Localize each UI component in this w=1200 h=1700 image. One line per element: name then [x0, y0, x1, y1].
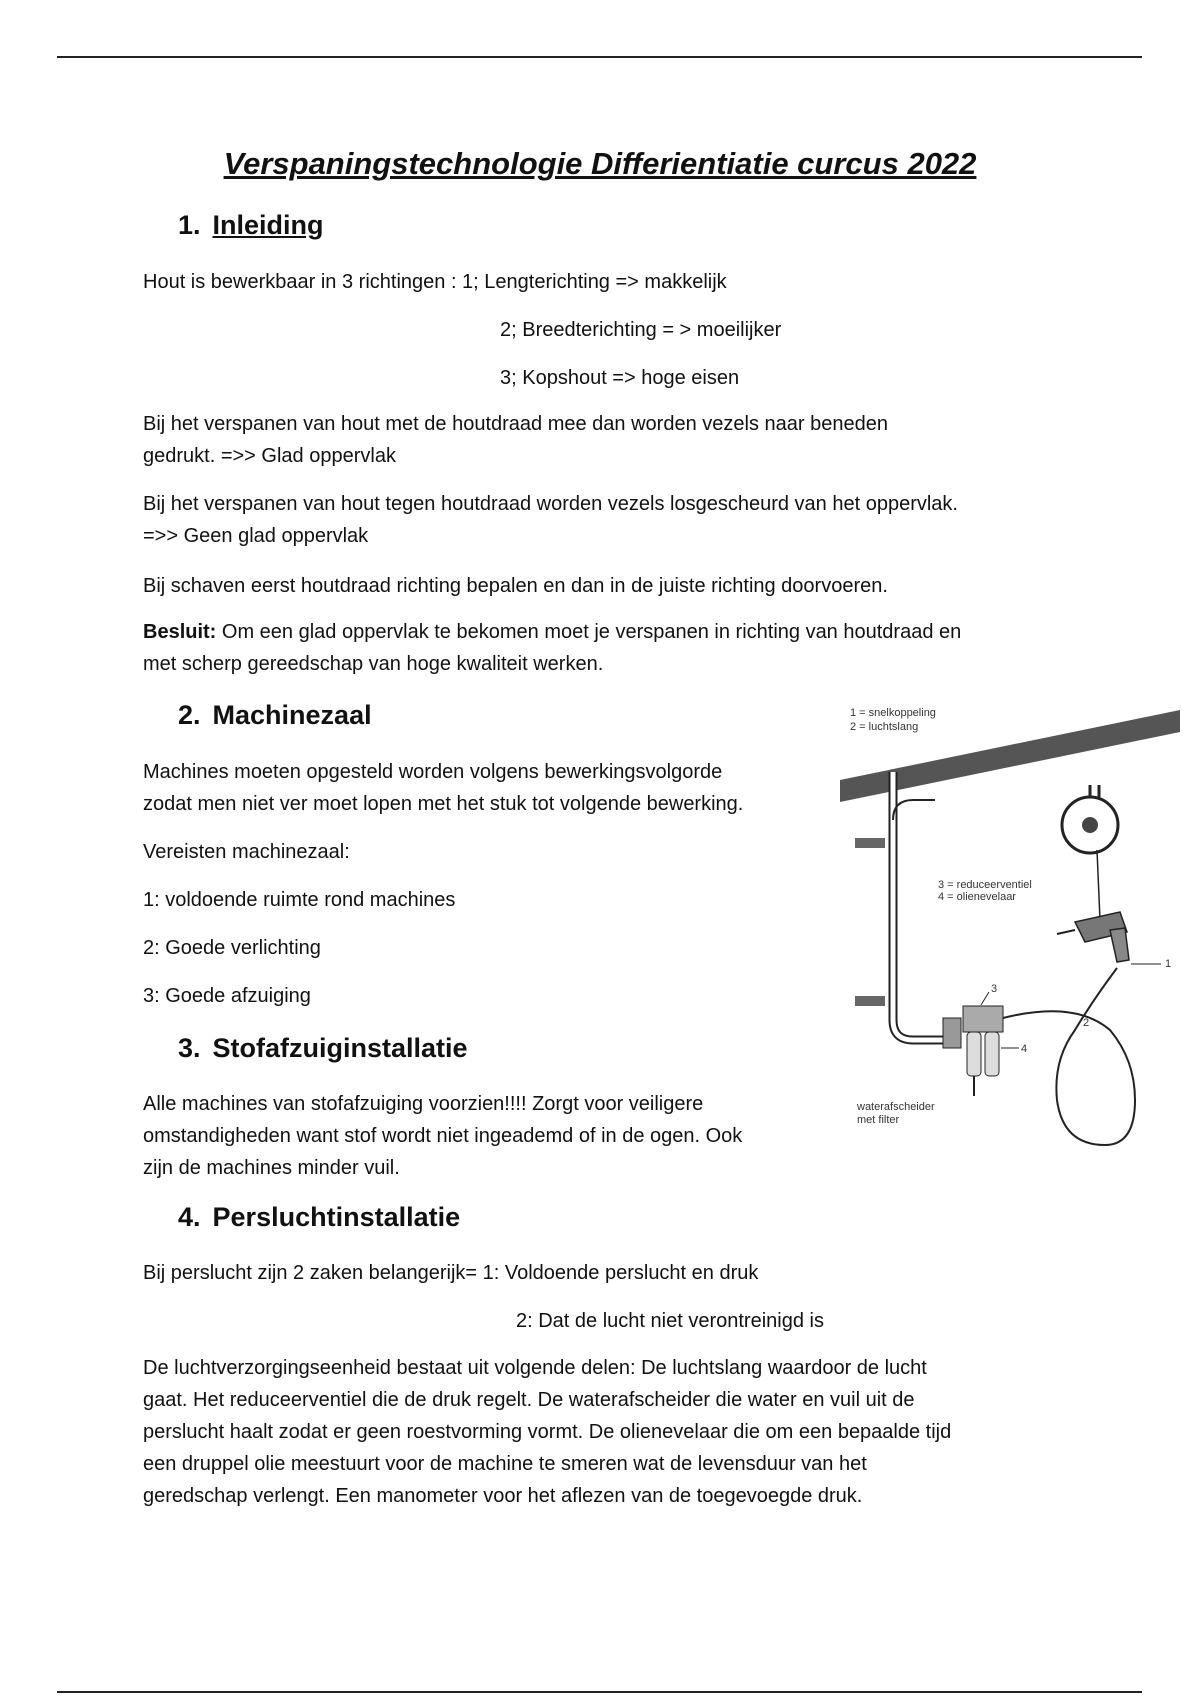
diagram-drawing	[835, 700, 1180, 1150]
compressed-air-item-2: 2: Dat de lucht niet verontreinigd is	[516, 1310, 824, 1332]
wall-bracket	[855, 996, 885, 1006]
document-title: Verspaningstechnologie Differientiatie curcus 2022	[223, 146, 977, 181]
direction-3: 3; Kopshout => hoge eisen	[500, 367, 740, 389]
conclusion-label: Besluit:	[143, 621, 217, 643]
legend-luchtslang: 2 = luchtslang	[850, 721, 919, 733]
label-waterafscheider: waterafscheider	[857, 1101, 935, 1113]
paragraph-air-unit	[143, 1352, 951, 1512]
label-met-filter: met filter	[857, 1114, 900, 1126]
air-hose	[1003, 968, 1135, 1145]
text-line: een druppel olie meestuurt voor de machine te smeren wat de levensduur van het	[143, 1453, 867, 1475]
directions-intro: Hout is bewerkbaar in 3 richtingen : 1; Lengterichting => makkelijk	[143, 271, 727, 293]
pressure-regulator	[963, 1006, 1003, 1032]
text-line: zodat men niet ver moet lopen met het stuk tot volgende bewerking.	[143, 793, 744, 815]
reel-cable	[1097, 850, 1100, 920]
legend-olienevelaar: 4 = olienevelaar	[938, 891, 1016, 903]
text-line: Alle machines van stofafzuiging voorzien!!!! Zorgt voor veiligere	[143, 1093, 704, 1115]
requirement-3: 3: Goede afzuiging	[143, 985, 311, 1007]
section-title: Persluchtinstallatie	[212, 1202, 461, 1232]
text-line: gedrukt. =>> Glad oppervlak	[143, 445, 396, 467]
section-number: 2.	[178, 700, 201, 730]
paragraph-conclusion	[143, 616, 961, 680]
compressed-air-intro: Bij perslucht zijn 2 zaken belangerijk= 1: Voldoende perslucht en druk	[143, 1262, 759, 1284]
text-line: geredschap verlengt. Een manometer voor het aflezen van de toegevoegde druk.	[143, 1485, 863, 1507]
section-number: 3.	[178, 1033, 201, 1063]
text-line: Bij het verspanen van hout met de houtdraad mee dan worden vezels naar beneden	[143, 413, 888, 435]
section-heading-stofafzuiging	[178, 1033, 468, 1064]
paragraph-planing: Bij schaven eerst houtdraad richting bepalen en dan in de juiste richting doorvoeren.	[143, 575, 888, 597]
paragraph-against-grain	[143, 488, 958, 552]
paragraph-machine-layout	[143, 756, 743, 820]
requirement-2: 2: Goede verlichting	[143, 937, 321, 959]
requirements-title: Vereisten machinezaal:	[143, 841, 350, 863]
shutoff-valve	[943, 1018, 961, 1048]
section-number: 4.	[178, 1202, 201, 1232]
water-separator	[967, 1032, 981, 1076]
text-line: omstandigheden want stof wordt niet ingeademd of in de ogen. Ook	[143, 1125, 743, 1147]
text-line: De luchtverzorgingseenheid bestaat uit volgende delen: De luchtslang waardoor de lucht	[143, 1357, 927, 1379]
reel-hub	[1082, 817, 1098, 833]
section-heading-perslucht	[178, 1202, 460, 1233]
paragraph-dust-extraction	[143, 1088, 742, 1184]
text-line: Machines moeten opgesteld worden volgens bewerkingsvolgorde	[143, 761, 723, 783]
text-line: zijn de machines minder vuil.	[143, 1157, 400, 1179]
compressed-air-diagram	[835, 700, 1180, 1150]
section-title: Stofafzuiginstallatie	[212, 1033, 468, 1063]
legend-reduceerventiel: 3 = reduceerventiel	[938, 879, 1032, 891]
section-heading-inleiding	[178, 210, 324, 241]
legend-snelkoppeling: 1 = snelkoppeling	[850, 707, 936, 719]
requirement-1: 1: voldoende ruimte rond machines	[143, 889, 456, 911]
callout-1: 1	[1165, 958, 1172, 970]
text-line: =>> Geen glad oppervlak	[143, 525, 369, 547]
callout-2: 2	[1083, 1017, 1090, 1029]
section-number: 1.	[178, 210, 201, 240]
callout-4: 4	[1021, 1043, 1028, 1055]
text-line: met scherp gereedschap van hoge kwaliteit werken.	[143, 653, 604, 675]
callout-3: 3	[991, 983, 998, 995]
section-title: Inleiding	[212, 210, 324, 240]
text-line: Bij het verspanen van hout tegen houtdraad worden vezels losgescheurd van het oppervlak.	[143, 493, 958, 515]
text-line: Om een glad oppervlak te bekomen moet je verspanen in richting van houtdraad en	[216, 621, 962, 643]
section-heading-machinezaal	[178, 700, 372, 731]
footer-rule	[57, 1691, 1142, 1693]
header-rule	[57, 56, 1142, 58]
text-line: perslucht haalt zodat er geen roestvorming vormt. De olienevelaar die om een bepaalde tijd	[143, 1421, 952, 1443]
direction-2: 2; Breedterichting = > moeilijker	[500, 319, 782, 341]
text-line: gaat. Het reduceerventiel die de druk regelt. De waterafscheider die water en vuil uit de	[143, 1389, 915, 1411]
paragraph-with-grain	[143, 408, 888, 472]
section-title: Machinezaal	[212, 700, 372, 730]
air-pipe	[893, 772, 943, 1040]
oil-lubricator	[985, 1032, 999, 1076]
wall-bracket	[855, 838, 885, 848]
